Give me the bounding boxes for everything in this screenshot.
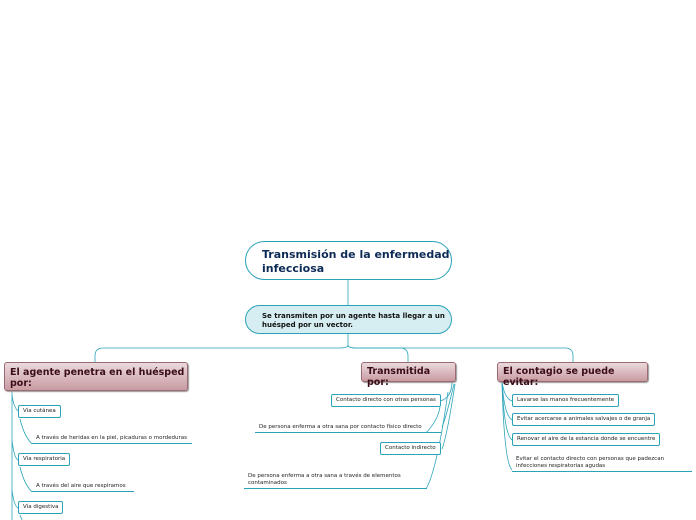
branch-entry-routes-label: El agente penetra en el huésped por: [10, 367, 185, 389]
leaf-label: Contacto indirecto [385, 445, 436, 451]
branch-transmitted-by[interactable] [361, 362, 456, 388]
leaf-detail-text: A través de heridas en la piel, picaduras o mordeduras [36, 435, 187, 441]
leaf-label: Evitar acercarse a animales salvajes o de granja [517, 416, 651, 422]
leaf-skin-route-detail [32, 435, 192, 444]
branch-prevention[interactable] [497, 362, 648, 388]
leaf-wash-hands[interactable] [512, 394, 619, 407]
leaf-detail-text: A través del aire que respiramos [36, 483, 126, 489]
leaf-label: Vía cutánea [23, 408, 56, 414]
subtopic-text: Se transmiten por un agente hasta llegar a un huésped por un vector. [262, 312, 445, 329]
leaf-respiratory-route[interactable] [18, 453, 70, 466]
leaf-label: Renovar el aire de la estancia donde se encuentre [517, 436, 656, 442]
connector-to-middle-branch [348, 345, 408, 362]
leaf-detail-text: De persona enferma a otra sana a través de elementos contaminados [248, 473, 401, 486]
leaf-label: Evitar el contacto directo con personas que padezcan infecciones respiratorias agudas [516, 456, 665, 469]
connector-to-left-branch [95, 334, 348, 362]
leaf-digestive-route[interactable] [18, 501, 63, 514]
leaf-avoid-animals[interactable] [512, 413, 655, 426]
leaf-indirect-contact[interactable] [380, 442, 441, 455]
leaf-ventilate-room[interactable] [512, 433, 660, 446]
leaf-direct-contact-detail [255, 424, 441, 433]
leaf-detail-text: De persona enferma a otra sana por contacto físico directo [259, 424, 422, 430]
leaf-direct-contact[interactable] [331, 394, 441, 407]
leaf-respiratory-route-detail [32, 483, 134, 492]
leaf-avoid-contact[interactable] [512, 456, 692, 472]
leaf-skin-route[interactable] [18, 405, 61, 418]
leaf-label: Lavarse las manos frecuentemente [517, 397, 615, 403]
leaf-label: Contacto directo con otras personas [336, 397, 436, 403]
leaf-indirect-contact-detail [244, 473, 427, 489]
branch-prevention-label: El contagio se puede evitar: [503, 366, 615, 388]
connector-to-right-branch [348, 345, 573, 362]
subtopic-definition[interactable] [245, 305, 452, 334]
central-topic[interactable] [245, 241, 452, 280]
central-topic-title: Transmisión de la enfermedad infecciosa [262, 248, 450, 275]
leaf-label: Vía digestiva [23, 504, 59, 510]
branch-transmitted-by-label: Transmitida por: [367, 366, 431, 388]
leaf-label: Vía respiratoria [23, 456, 66, 462]
branch-entry-routes[interactable] [4, 362, 188, 391]
